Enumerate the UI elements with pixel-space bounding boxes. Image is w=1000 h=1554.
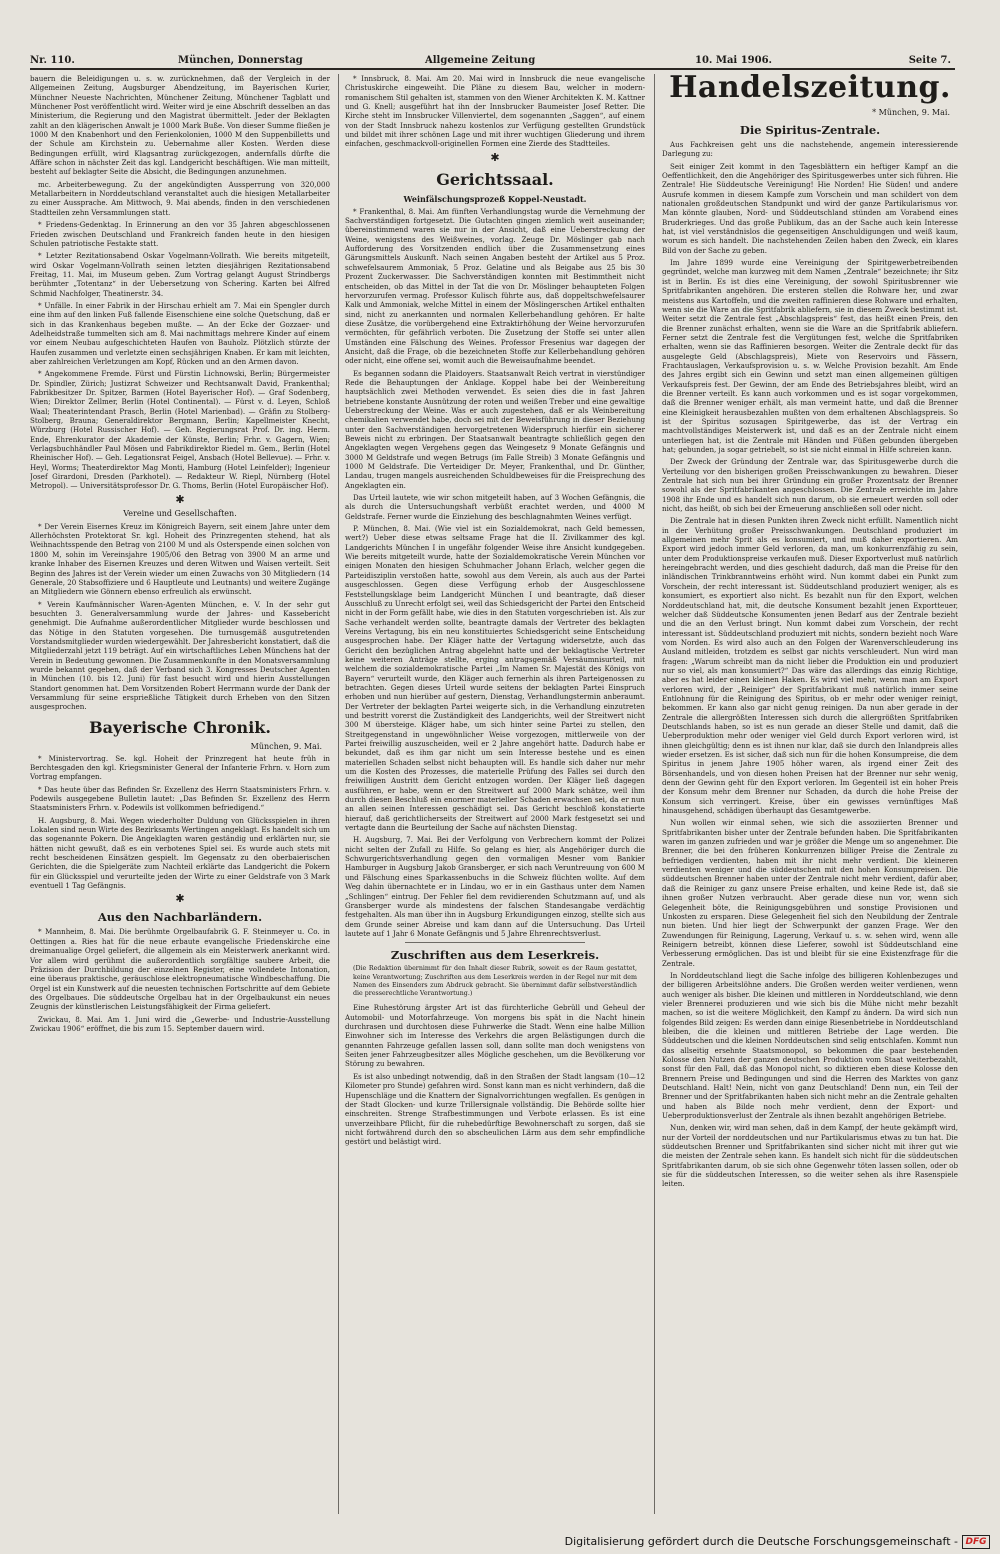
city-day: München, Donnerstag: [178, 55, 303, 66]
article-text: Zwickau, 8. Mai. Am 1. Juni wird die „Gewerbe- und Industrie-Ausstellung Zwickau 1906“ eröffnet, die bis zum 15. September dauern wird.: [30, 1014, 330, 1033]
article-text: H. Augsburg, 7. Mai. Bei der Verfolgung von Verbrechern kommt der Polizei nicht selten der Zufall zu Hilfe. So gelang es hier, als Angehöriger durch die Schwurgerichtsverhandlung gegen den vormaligen Mesner vom Bankier Hamburger in Augsburg Jakob Gransberger, er sich nach Veruntreuung von 600 M und Fälschung eines Sparkassenbuchs in die Schweiz flüchten wollte. Auf dem Weg dahin übernachtete er in Lindau, wo er in ein Gasthaus unter dem Namen „Schlingen“ eintrug. Der Fehler fiel dem revidierenden Schutzmann auf, und als Gransberger wurde als mindestens der falschen Standesangabe verdächtig festgehalten. Als man über ihn in Augsburg Erkundigungen einzog, stellte sich aus dem Grunde seiner Abreise und kam dann auf die Untersuchung. Das Urteil lautete auf 1 Jahr 6 Monate Gefängnis und 5 Jahre Ehrenrechtsverlust.: [345, 835, 645, 938]
article-text: * Letzter Rezitationsabend Oskar Vogelmann-Vollrath. Wie bereits mitgeteilt, wird Oskar Vogelmann-Vollrath seinen letzten diesjährigen Rezitationsabend Freitag, 11. Mai, im Museum geben. Zum Vortrag gelangt August Strindbergs berühmter „Totentanz“ in der Uebersetzung von Schering. Karten bei Alfred Schmid Nachfolger, Theatinerstr. 34.: [30, 251, 330, 298]
dateline: * München, 9. Mai.: [872, 108, 950, 117]
article-text: P. München, 8. Mai. (Wie viel ist ein Sozialdemokrat, nach Geld bemessen, wert?) Ueber diese etwas seltsame Frage hat die II. Zivilkammer des kgl. Landgerichts München I in ungefähr folgender Weise ihre Ansicht kundgegeben. Wie bereits mitgeteilt wurde, hatte der Sozialdemokratische Verein München vor einigen Monaten den hiesigen Schuhmacher Johann Erlach, welcher gegen die Parteidisziplin verstoßen hatte, sowohl aus dem Verein, als auch aus der Partei ausgeschlossen. Gegen diese Verfügung erhob der Ausgeschlossene Feststellungsklage beim Landgericht München I und beantragte, daß dieser Ausschluß zu Unrecht erfolgt sei, weil das Schiedsgericht der Partei den Entscheid nicht in der Form gefällt habe, wie dies in den Statuten vorgeschrieben ist. Als zur Sache verhandelt werden sollte, beantragte damals der Vertreter des beklagten Vereins Vertagung, bis ein neu konstituiertes Schiedsgericht seine Entscheidung ausgesprochen habe. Der Kläger hatte der Vertagung widersetzte, auch das Gericht den bezüglichen Antrag abgelehnt hatte und der beklagtische Vertreter keine weiteren Anträge stellte, erging antragsgemäß Versäumnisurteil, mit welchem die sozialdemokratische Partei „Im Namen Sr. Majestät des Königs von Bayern“ verurteilt wurde, den Kläger auch fernerhin als ihren Parteigenossen zu betrachten. Gegen dieses Urteil wurde seitens der beklagten Partei Einspruch erhoben und nun hierüber auf gestern, Dienstag, Verhandlungstermin anberaumt. Der Vertreter der beklagten Partei weigerte sich, in die Verhandlung einzutreten und bestritt vorerst die Zuständigkeit des Landgerichts, weil der Streitwert nicht 300 M übersteige. Kläger habe, um sich hinter seine Partei zu stellen, den Streitgegenstand in ungewöhnlicher Weise vorgezogen, mittlerweile von der Partei freiwillig auszuscheiden, weil er 2 Jahre angehört hatte. Dadurch habe er bekundet, daß es ihm gar nicht um sein Interesse bestehe und es einen materiellen Schaden selbst nicht behaupten will. Es handle sich daher nur mehr um die Kosten des Prozesses, die materielle Prüfung des Falles sei durch den freiwilligen Austritt dem Gericht entzogen worden. Der Kläger ließ dagegen ausführen, er habe, wenn er den Streitwert auf 2000 Mark schätze, weil ihm durch diesen Beschluß ein enormer materieller Schaden erwachsen sei, da er nun an allen seinen Interessen geschädigt sei. Das Gericht beschloß konstatierte hierauf, daß gerichtlicherseits der Streitwert auf 2000 Mark festgesetzt sei und vertagte dann die Beurteilung der Sache auf nächsten Dienstag.: [345, 524, 645, 833]
article-text: bauern die Beleidigungen u. s. w. zurücknehmen, daß der Vergleich in der Allgemeinen Zeitung, Augsburger Abendzeitung, im Bayerischen Kurier, Münchner Neueste Nachrichten, Münchener Zeitung, Münchener Tagblatt und Münchener Post veröffentlicht wird. Weiter wird je eine Abschrift desselben an das Ministerium, die Regierung und den Magistrat übermittelt. Jeder der Beklagten zahlt an den klägerischen Anwalt je 1000 Mark Buße. Von dieser Summe fließen je 1000 M den Knabenhort und den Ferienkolonien, 1000 M den Suppenbilletts und der Schule am Kirchstein zu. Uebernahme aller Kosten. Werden diese Bedingungen erfüllt, wird Klagsantrag zurückgezogen, andernfalls dürfte die Affäre schon in nächster Zeit das kgl. Landgericht beschäftigen. Wie man mitteilt, besteht auf beklagter Seite die Absicht, die Bedingungen anzunehmen.: [30, 74, 330, 177]
article-text: * Verein Kaufmännischer Waren-Agenten München, e. V. In der sehr gut besuchten 3. Generalversammlung wurde der Jahres- und Kassebericht genehmigt. Die Aufnahme außerordentlicher Mitglieder wurde beschlossen und das Nötige in den Statuten vorgesehen. Die turnusgemäß ausgutretenden Vorstandsmitglieder wurden wiedergewählt. Der Jahresbericht konstatiert, daß die Mitgliederzahl jetzt 119 beträgt. Auf ein wirtschaftliches Leben Münchens hat der Verein in Bedeutung gewonnen. Die Zusammenkunfte in den Monatsversammlung wurde bekannt gegeben, daß der Verband sich 3. Kongresses Deutscher Agenten in München (10. bis 12. Juni) für fast besucht wird und hierin Ausstellungen Standort genommen hat. Dem Vorsitzenden Robert Herrmann wurde der Dank der Versammlung für seine ersprießliche Tätigkeit durch Erheben von den Sitzen ausgesprochen.: [30, 599, 330, 712]
column-rule: [654, 74, 655, 1514]
article-text: * Mannheim, 8. Mai. Die berühmte Orgelbaufabrik G. F. Steinmeyer u. Co. in Oettingen a. Ries hat für die neue erbaute evangelische Friedenskirche eine dreimanualige Orgel geliefert, die allgemein als ein Meisterwerk anerkannt wird. Vor allem wird gerühmt die außerordentlich sorgfältige saubere Arbeit, die Präzision der Durchbildung der einzelnen Register, eine vollendete Intonation, eine überaus praktische, geräuschlose elektropneumatische Windbeschaffung. Die Orgel ist ein Kunstwerk auf die neuesten technischen Fortschritte auf dem Gebiete des Orgelbaues. Die süddeutsche Orgelbau hat in der Orgelbaukunst ein neues Zeugnis der künstlerischen Leistungsfähigkeit der Firma geliefert.: [30, 927, 330, 1012]
column-rule: [338, 74, 339, 1514]
article-text: mc. Arbeiterbewegung. Zu der angekündigten Aussperrung von 320,000 Metallarbeitern in Norddeutschland veranstaltet auch die hiesigen Metallarbeiter zu einer Aussprache. Am Mittwoch, 9. Mai abends, finden in den verschiedenen Stadtteilen zehn Versammlungen statt.: [30, 179, 330, 217]
page-number: Seite 7.: [908, 55, 951, 66]
article-text: * Der Verein Eisernes Kreuz im Königreich Bayern, seit einem Jahre unter dem Allerhöchsten Protektorat Sr. kgl. Hoheit des Prinzregenten stehend, hat als Weihnachtsspende den Betrag von 2100 M und als Osterspende einen solchen von 1800 M, sohin im Vereinsjahre 1905/06 den Betrag von 3900 M an arme und kranke Inhaber des Eisernen Kreuzes und deren Witwen und Waisen verteilt. Seit Beginn des Jahres ist der Verein wieder um einen Zuwachs von 30 Mitgliedern (14 Generale, 20 Stabsoffiziere und 6 Hauptleute und Leutnants) und weitere Zugänge an Mitgliedern wie Gönnern ebenso erfreulich als erwünscht.: [30, 521, 330, 597]
article-text: Die Zentrale hat in diesen Punkten ihren Zweck nicht erfüllt. Namentlich nicht in der Verhütung großer Preisschwankungen. Deutschland produziert im allgemeinen mehr Sprit als es konsumiert, und muß daher exportieren. Am Export wird jedoch immer Geld verloren, da man, um konkurrenzfähig zu sein, unter dem Produktionspreise verkaufen muß. Dieser Exportverlust muß natürlich hereingebracht werden, und dies geschieht dadurch, daß man die Preise für den inländischen Trinkbranntweins erhöht wird. Nun kommt dabei ein Punkt zum Vorschein, der recht interessant ist. Süddeutschland produziert weniger, als es konsumiert, es exportiert also nicht. Es bezahlt nun für den Export, welchen Norddeutschland hat, mit, die deutsche Konsument bezahlt jenen Exportteuer, welcher daß Süddeutsche Konsumenten jenen Bedarf aus der Zentrale bezieht und die an den Verlust bringt. Nun kommt dabei zum Vorschein, der recht interessant ist. Süddeutschland produziert mit nichts, sondern bezieht noch Ware vom Norden. Es wird also auch an den Folgen der Warenverschleuderung ins Ausland mitleiden, trotzdem es selbst gar nichts verschleudert. Nun wird man fragen: „Warum schreibt man da nicht lieber die Produktion ein und produziert nur so viel, als man konsumiert?“ Das wäre das allerdings das einzig Richtige, aber es hat leider einen kleinen Haken. Es wird viel mehr, wenn man am Export verloren wird, der „Reiniger“ der Spritfabrikant muß natürlich immer seine Entlohnung für die Reinigung des Spiritus, ob er mehr oder weniger reinigt, bekommen. Er kann also gar nicht genug reinigen. Da nun aber gerade in der Zentrale die allergrößten Interessen sich durch die allergrößten Spritfabriken Deutschlands haben, so ist es nun gerade an dieser Stelle und damit, daß die Ueberproduktion mehr oder weniger viel Geld durch Export verloren wird, ist ihnen gleichgültig; denn es ist ihnen nur klar, daß sie durch den Inlandpreis alles wieder ersetzen. Es ist sicher, daß sich nun für die hohen Konsumpreise, die dem Spiritus in jenem Jahre 1905 höher waren, als irgend einer Zeit des Börsenhandels, und von diesen hohen Preisen hat der Brenner nur sehr wenig, denn der Gewinn geht für den Export verloren. Im Gegenteil ist ein hoher Preis der Konsum mehr dem Brenner nur Schaden, da durch die hohe Preise der Konsum sich verringert. Kreise, über ein gewisses vernünftiges Maß hinausgehend, schädigen überhaupt das Gesamtgewerbe.: [662, 516, 958, 816]
article-text: Es begannen sodann die Plaidoyers. Staatsanwalt Reich vertrat in vierstündiger Rede die Behauptungen der Anklage. Koppel habe bei der Weinbereitung hauptsächlich zwei Methoden verwendet. Es seien dies die in fast Jahren betriebene konstante Ausnützung der roten und weißen Treber und eine gewaltige Ueberstreckung der Weine. Was er auch zugestehen, daß er als Weinbereitung chemikalien verwendet habe, doch sei mit der Beweisführung in dieser Beziehung unter den Sachverständigen hervorgetretenen Widerspruch hierfür ein sicherer Beweis nicht zu erbringen. Der Staatsanwalt beantragte schließlich gegen den Angeklagten wegen Vergehens gegen das Weingesetz 9 Monate Gefängnis und 3000 M Geldstrafe und wegen Betrugs (im Falle Streib) 3 Monate Gefängnis und 1000 M Geldstrafe. Die Verteidiger Dr. Meyer, Frankenthal, und Dr. Günther, Landau, trugen mangels ausreichenden Schuldbeweises für die Freisprechung des Angeklagten ein.: [345, 368, 645, 490]
article-text: In Norddeutschland liegt die Sache infolge des billigeren Kohlenbezuges und der billigeren Arbeitslöhne anders. Die Großen werden weiter verdienen, wenn auch weniger als bisher. Die kleinen und mittleren in Norddeutschland, wie denn vieler Brennerei produzieren und wie sich bis die Mühe nicht mehr bezahlt machen, so ist die weitere Möglichkeit, den Kampf zu ändern. Da wird sich nun folgendes Bild zeigen: Es werden dann einige Riesenbetriebe in Norddeutschland bleiben, die die kleinen und mittleren Betriebe der Lage werden. Die Süddeutschen und die kleinen Norddeutschen sind selig entschlafen. Kommt nun das allseitig ersehnte Staatsmonopol, so bekommen die paar bestehenden Kolosse den Nutzen der ganzen deutschen Produktion vom Staat weiterbezahlt, sonst für den Fall, daß das Monopol nicht, so diktieren eben diese Kolosse den Brennern Preise und Bedingungen und sind die Herren des Marktes von ganz Deutschland. Halt! Nein, nicht von ganz Deutschland! Denn nun, ein Teil der Brenner und der Spritfabrikanten haben sich nicht mehr an die Zentrale gehalten und haben als Bilde noch mehr verdient, denn der Export- und Ueberproduktionsverlust der Zentrale als ihnen bezahlt angehörigen Betriebe.: [662, 970, 958, 1121]
column-2: [345, 74, 645, 1514]
section-heading-handel: Handelszeitung.: [669, 74, 951, 105]
separator-star: ✱: [490, 150, 500, 164]
paper-title: Allgemeine Zeitung: [425, 55, 536, 66]
article-text: * Ministervortrag. Se. kgl. Hoheit der Prinzregent hat heute früh in Berchtesgaden den kgl. Kriegsminister General der Infanterie Frhrn. v. Horn zum Vortrag empfangen.: [30, 753, 330, 782]
column-1: [30, 74, 330, 1514]
funding-note: Digitalisierung gefördert durch die Deutsche Forschungsgemeinschaft -: [564, 1535, 958, 1548]
article-heading-spiritus: Die Spiritus-Zentrale.: [739, 123, 881, 137]
issue-date: 10. Mai 1906.: [695, 55, 773, 66]
article-text: * Innsbruck, 8. Mai. Am 20. Mai wird in Innsbruck die neue evangelische Christuskirche eingeweiht. Die Pläne zu diesem Bau, welcher in modern-romanischem Stil gehalten ist, stammen von den Wiener Architekten K. M. Kattner und G. Knell; ausgeführt hat ihn der Innsbrucker Baumeister Josef Retter. Die Kirche steht im Innsbrucker Villenviertel, dem sogenannten „Saggen“, auf einem von der Stadt Innsbruck nahezu kostenlos zur Verfügung gestellten Grundstück und bildet mit ihrer schönen Lage und mit ihrer wuchtigen Gliederung und ihrem einfachen, geschmackvoll-originellen Formen eine Zierde des Stadtteiles.: [345, 74, 645, 149]
separator-star: ✱: [175, 892, 185, 906]
divider: [405, 942, 585, 943]
article-text: * Friedens-Gedenktag. In Erinnerung an den vor 35 Jahren abgeschlossenen Frieden zwischen Deutschland und Frankreich fanden heute in den hiesigen Schulen patriotische Festakte statt.: [30, 220, 330, 248]
column-3: [662, 74, 958, 1514]
article-text: Der Zweck der Gründung der Zentrale war, das Spiritusgewerbe durch die Verteilung vor den bisherigen großen Preisschwankungen zu bewahren. Dieser Zentrale hat sich nun bei ihrer Gründung ein großer Prozentsatz der Brenner sowohl als der Spritfabrikanten angeschlossen. Die Zentrale erreichte im Jahre 1908 ihr Ende und es handelt sich nun darum, ob sie erneuert werden soll oder nicht, das heißt, ob sich bei der Erneuerung anschließen soll oder nicht.: [662, 457, 958, 514]
article-text: Aus Fachkreisen geht uns die nachstehende, angemein interessierende Darlegung zu:: [662, 140, 958, 159]
article-text: Es ist also unbedingt notwendig, daß in den Straßen der Stadt langsam (10—12 Kilometer pro Stunde) gefahren wird. Sonst kann man es nicht verhindern, daß die Hupenschläge und die Knattern der Signalvorrichtungen wegfallen. Es genügen in der Stadt Glocken- und kurze Trillersignale vollständig. Die Behörde sollte hier einschreiten. Strenge Strafbestimmungen und Verbote erlassen. Es ist eine unverzeihbare Pflicht, für die ruhebedürftige Bewohnerschaft zu sorgen, daß sie nicht fortwährend durch den so abscheulichen Lärm aus dem sehr empfindliche gestört und belästigt wird.: [345, 1071, 645, 1147]
article-text: Nun, denken wir, wird man sehen, daß in dem Kampf, der heute gekämpft wird, nur der Vorteil der norddeutschen und nur Partikularismus etwas zu tun hat. Die süddeutschen Brenner und Spritfabrikanten sind sicher nicht mit ihrer gut wie die meisten der Zentrale sehen kann. Es handelt sich nicht für die süddeutschen Spritfabrikanten darum, ob sie sich ohne Gegenwehr töten lassen sollen, oder ob sie für die süddeutschen Interessen, so die weiter sehen als ihre Rasenspiele leiten.: [662, 1123, 958, 1189]
dfg-logo: DFG: [962, 1535, 990, 1549]
dateline: München, 9. Mai.: [250, 741, 322, 751]
masthead: [30, 54, 955, 70]
article-text: Eine Ruhestörung ärgster Art ist das fürchterliche Gebrüll und Geheul der Automobil- und Motorfahrzeuge. Von morgens bis spät in die Nacht hinein durchrasen und durchtosen diese Fuhrwerke die Stadt. Wenn eine halbe Million Einwohner sich im Interesse des Verkehrs die argen Belästigungen durch die genannten Fahrzeuge gefallen lassen soll, dann sollte man doch wenigstens von Seiten jener Fahrzeugbesitzer alles Mögliche geschehen, um die Bevölkerung vor Störung zu bewahren.: [345, 1003, 645, 1069]
article-text: Im Jahre 1899 wurde eine Vereinigung der Spiritgewerbetreibenden gegründet, welche man kurzweg mit dem Namen „Zentrale“ bezeichnete; ihr Sitz ist in Berlin. Es ist dies eine Vereinigung, der sowohl Spiritusbrenner wie Spritfabrikanten angehören. Die ersteren stellen die Rohware her, und zwar meistens aus Kartoffeln, und die zweiten raffinieren diese Rohware und erhalten, wenn sie die Ware an die Spritfabrik abliefern, sie in diesem Zweck bestimmt ist. Weiter setzt die Zentrale fest „Abschlagspreis“ fest, das heißt einen Preis, den die Brenner zunächst erhalten, wenn sie die Ware an die Spritfabrik abliefern. Ferner setzt die Zentrale fest die Vergütungen fest, welche die Spritfabriken erhalten, wenn sie das Raffinieren besorgen. Weiter die Zentrale deckt für das ausgelegte Geld (Abschlagspreis), Miete von Reservoirs und Fässern, Frachtauslagen, Verkaufsprovision u. s. w. Welche Provision bezahlt. Am Ende des Jahres ergibt sich ein Gewinn und setzt man einen allgemeinen gültigen Verkaufspreis fest. Der Gewinn, der am Ende des Betriebsjahres bleibt, wird an die Brenner verteilt. Es kann auch vorkommen und es ist sogar vorgekommen, daß die Brenner weniger erhält, als man vermeint hatte, und daß die Brenner eine Kleinigkeit herausbezahlen mußten von dem erhaltenen Abschlagspreis. So ist der Spiritus sozusagen Spiritgewerbe, das ist der Vertrag ein machtvollständiges Meisterwerk ist, und daß es an der Zentrale nicht einem unterliegen hat, ist die Zentrale mit Händen und Füßen gebunden übergeben hat; gebunden, ja sogar getriebelt, so ist sie nicht einmal in Hilfe schreien kann.: [662, 258, 958, 454]
editorial-note: (Die Redaktion übernimmt für den Inhalt dieser Rubrik, soweit es der Raum gestattet, keine Verantwortung; Zuschriften aus dem Leserkreis werden in der Regel nur mit dem Namen des Einsenders zum Abdruck gebracht. Sie übernimmt dafür selbstverständlich die presserechtliche Verantwortung.): [353, 965, 637, 998]
subheading-prozess: Weinfälschungsprozeß Koppel-Neustadt.: [403, 193, 587, 204]
section-heading-vereine: Vereine und Gesellschaften.: [123, 508, 237, 518]
article-text: Das Urteil lautete, wie wir schon mitgeteilt haben, auf 3 Wochen Gefängnis, die als durch die Untersuchungshaft verbüßt erachtet werden, und 4000 M Geldstrafe. Ferner wurde die Einziehung des beschlagnahmten Weines verfügt.: [345, 493, 645, 521]
separator-star: ✱: [175, 492, 185, 506]
article-text: * Das heute über das Befinden Sr. Exzellenz des Herrn Staatsministers Frhrn. v. Podewils ausgegebene Bulletin lautet: „Das Befinden Sr. Exzellenz des Herrn Staatsministers Frhrn. v. Podewils ist vollkommen befriedigend.“: [30, 784, 330, 813]
article-text: Nun wollen wir einmal sehen, wie sich die assoziierten Brenner und Spritfabrikanten bisher unter der Zentrale befunden haben. Die Spritfabrikanten waren im ganzen zufrieden und war je größer die Menge um so angenehmer. Die Brenner, die bei den früheren Konkurrenzen billiger Preise die Zentrale zu befriedigen verdienten, haben mit ihr nicht mehr verdient. Die kleineren verdienten weniger und die süddeutschen mit den hohen Konsumpreisen. Die süddeutschen Brenner haben unter der Zentrale nicht mehr verdient, dafür aber, daß die Reiniger zu ganz unsere Preise erhalten, und keine Rede ist, daß sie ihnen großer Nutzen verbraucht. Aber gerade diese nun vor, wenn sich Gelegenheit böte, die Reinigungsgebühren und sonstige Provisionen und Unkosten zu ersparen. Diese Gelegenheit fiel sich den Neubildung der Zentrale nun bieten. Und hier liegt der Schwerpunkt der ganzen Frage. Wer den Zuwendungen für Reinigung, Lagerung, Verkauf u. s. w. sehen wird, wenn alle Reinigern betreibt, können diese Lieferer, sowohl ist Süddeutschland eine Verbesserung ermöglichen. Das ist und bleibt für sie eine Existenzfrage für die Zentrale.: [662, 818, 958, 968]
article-text: * Angekommene Fremde. Fürst und Fürstin Lichnowski, Berlin; Bürgermeister Dr. Spindler, Zürich; Justizrat Schweizer und Rechtsanwalt David, Frankenthal; Fabrikbesitzer Dr. Spitzer, Barmen (Hotel Bayerischer Hof). — Graf Sodenberg, Wien; Direktor Zellmer, Berlin (Hotel Continental). — Fürst v. d. Leyen, Schloß Waal; Theaterintendant Prasch, Berlin (Hotel Marienbad). — Gräfin zu Stolberg-Stolberg, Brauna; Generaldirektor Bergmann, Berlin; Kapellmeister Knecht, Würzburg (Hotel Russischer Hof). — Geh. Regierungsrat Prof. Dr. ing. Herm. Ende, Ehrenkurator der Akademie der Künste, Berlin; Frhr. v. Gagern, Wien; Verlagsbuchhändler Paul Mösen und Fabrikdirektor Riedel m. Gem., Berlin (Hotel Rheinischer Hof). — Geh. Legationsrat Feigel, Ansbach (Hotel Bellevue). — Frhr. v. Heyl, Worms; Theaterdirektor Mag Monti, Hamburg (Hotel Leinfelder); Ingenieur Josef Girardoni, Dresden (Parkhotel). — Redakteur W. Riepl, Nürnberg (Hotel Metropol). — Universitätsprofessor Dr. G. Thoms, Berlin (Hotel Europäischer Hof).: [30, 369, 330, 491]
article-text: * Unfälle. In einer Fabrik in der Hirschau erhielt am 7. Mai ein Spengler durch eine ihm auf den linken Fuß fallende Eisenschiene eine solche Quetschung, daß er sich in das Krankenhaus begeben mußte. — An der Ecke der Gozzaer- und Adelheidstraße tummelten sich am 8. Mai nachmittags mehrere Kinder auf einem vor einem Neubau aufgeschichteten Haufen von Bauholz. Plötzlich stürzte der Haufen zusammen und verletzte einen sechsjährigen Knaben. Er kam mit leichten, aber zahlreichen Verletzungen am Kopf, Rücken und an den Armen davon.: [30, 300, 330, 366]
article-text: * Frankenthal, 8. Mai. Am fünften Verhandlungstag wurde die Vernehmung der Sachverständigen fortgesetzt. Die Gutachten gingen ziemlich weit auseinander; übereinstimmend waren sie nur in der Ansicht, daß eine Ueberstreckung der Weine, wenigstens des Weißweines, vorlag. Zeuge Dr. Möslinger gab nach Aufforderung des Vorsitzenden endlich über die Zusammensetzung eines Gärungsmittels Auskunft. Nach seinen Angaben besteht der Artikel aus 5 Proz. schwefelsaurem Ammoniak, 5 Proz. Gelatine und als Beigabe aus 25 bis 30 Prozent Zuckerwasser. Die Sachverständigen konnten mit Bestimmtheit nicht entscheiden, ob das Mittel in der Tat die von Dr. Möslinger behaupteten Folgen hervorzurufen vermag. Professor Kulisch führte aus, daß doppeltschwefelsaurer Kalk und Ammoniak, welche Mittel in einem der Möslingerschen Artikel enthalten sind, nicht zu anerkannten und normalen Kellerbehandlung gehören. Er halte diese Zusätze, die vorübergehend eine Extraktirhöhung der Weine hervorzurufen vermöchten, für gefährlich verboten. Die Zusetzung der Stoffe sei unter allen Umständen eine Fälschung des Weines. Professor Fresenius war dagegen der Ansicht, daß die Frage, ob die bezeichneten Stoffe zur Kellerbehandlung gehören oder nicht, eine offene sei, womit auch die Beweisaufnahme beendet.: [345, 206, 645, 366]
article-text: Seit einiger Zeit kommt in den Tagesblättern ein heftiger Kampf an die Oeffentlichkeit, den die Angehöriger des Spiritusgewerbes unter sich führen. Hie Zentrale! Hie Süddeutsche Vereinigung! Hie Norden! Hie Süden! und andere Ausrufe kommen in diesem Kampfe zum Vorschein und man schildert von dem nationalen großdeutschen Standpunkt und wird der ganze Partikularismus vor. Man könnte glauben, Nord- und Süddeutschland stünden am Vorabend eines Bruderkrieges. Und das große Publikum, das an der Sache auch kein Interesse hat, ist viel verständnislos die gegenseitigen Anschuldigungen und weiß kaum, worum es sich handelt. Die nachstehenden Zeilen haben den Zweck, ein klares Bild von der Sache zu geben.: [662, 161, 958, 255]
section-heading-chronik: Bayerische Chronik.: [89, 717, 271, 737]
section-heading-nachbar: Aus den Nachbarländern.: [97, 910, 263, 925]
article-text: H. Augsburg, 8. Mai. Wegen wiederholter Duldung von Glücksspielen in ihren Lokalen sind neun Wirte des Bezirksamts Wertingen angeklagt. Es handelt sich um das sogenannte Pokern. Die Angeklagten waren geständig und erklärten nur, sie hätten nicht gewußt, daß es ein verbotenes Spiel sei. Es wurde auch stets mit recht bescheidenen Einsätzen gespielt. Im Gegensatz zu den oberbaierischen Gerichten, die die Spielgeräte zum Nachteil erklärte das Landgericht die Pokern für ein Glücksspiel und verurteilte jeden der Wirte zu einer Geldstrafe von 3 Mark eventuell 1 Tag Gefängnis.: [30, 815, 330, 891]
section-heading-leser: Zuschriften aus dem Leserkreis.: [390, 948, 600, 963]
section-heading-gericht: Gerichtssaal.: [436, 169, 554, 189]
issue-number: Nr. 110.: [30, 55, 75, 66]
digitization-footer: [0, 1532, 1000, 1554]
